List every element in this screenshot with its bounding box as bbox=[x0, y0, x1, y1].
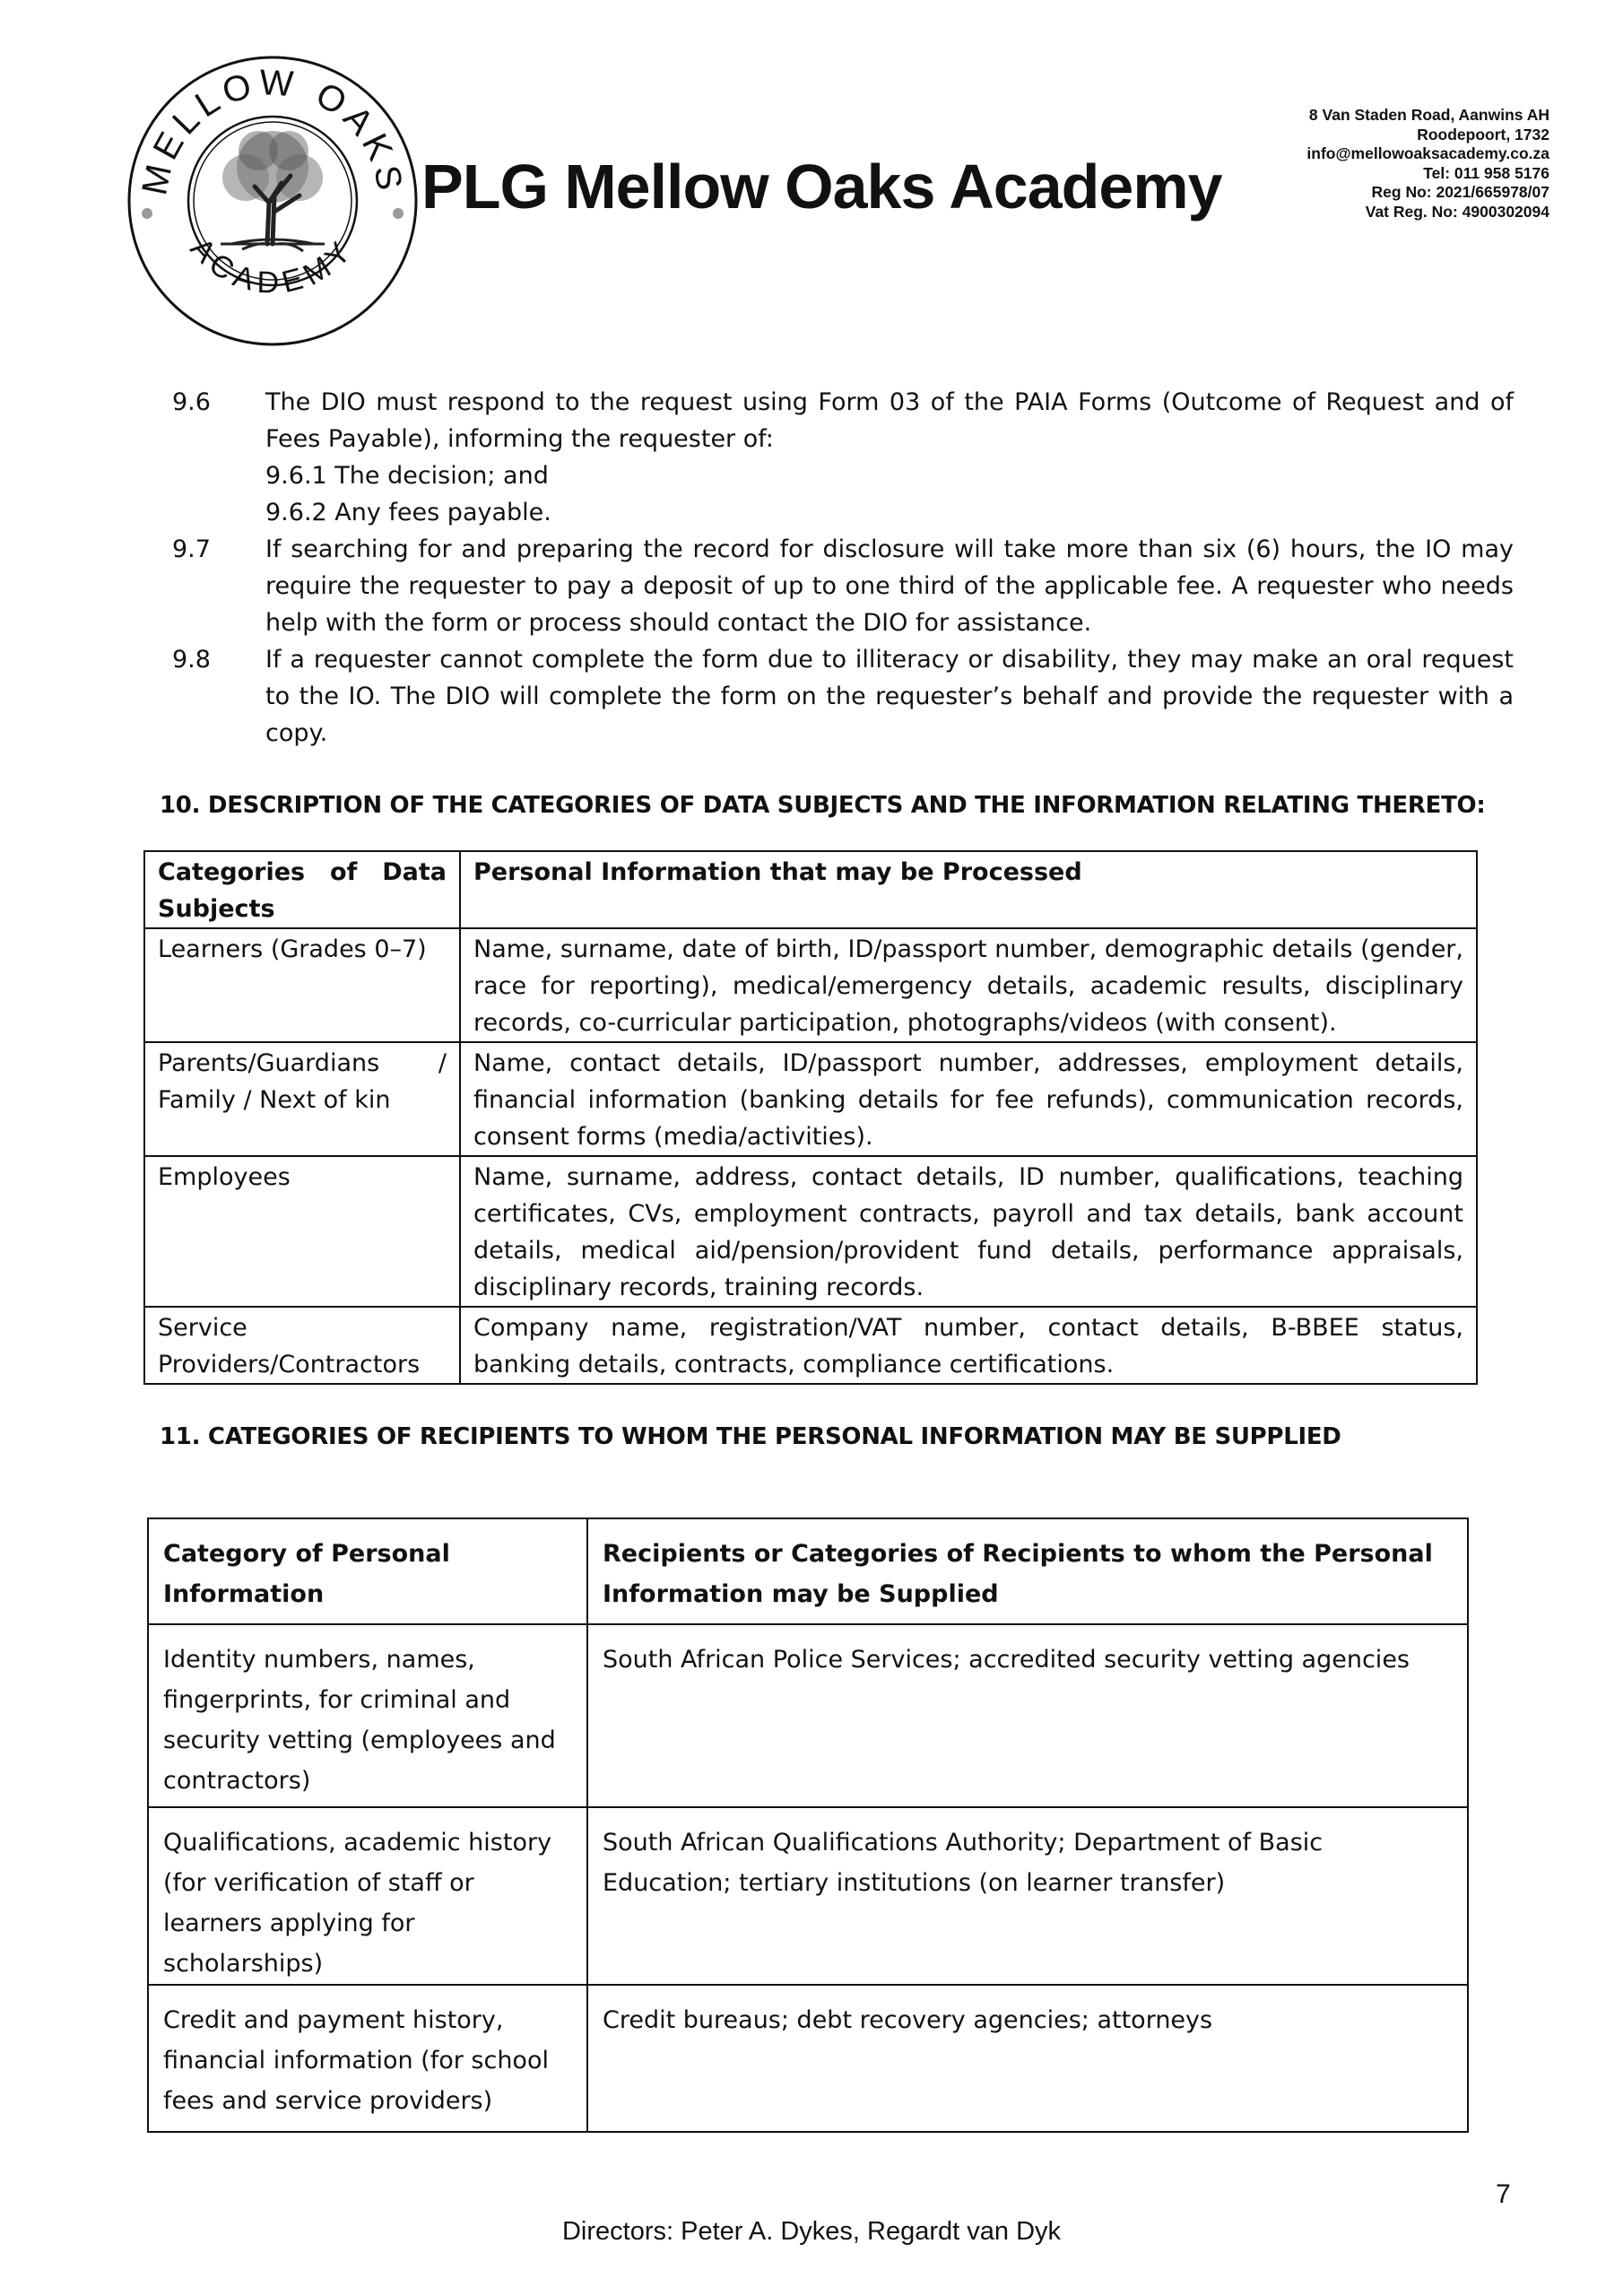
personal-information: Company name, registration/VAT number, contact details, B-BBEE status, banking details, contracts, compliance certifications. bbox=[460, 1307, 1477, 1384]
svg-text:ACADEMY: ACADEMY bbox=[183, 231, 362, 300]
contact-phone: Tel: 011 958 5176 bbox=[1423, 163, 1549, 182]
information-category: Credit and payment history, financial information (for school fees and service providers) bbox=[148, 1985, 587, 2132]
recipients-table bbox=[147, 1518, 1469, 2133]
table-row bbox=[144, 1156, 1477, 1307]
personal-information: Name, surname, address, contact details, ID number, qualifications, teaching certificates, CVs, employment contracts, payroll and tax details, bank account details, medical aid/pension/provident fund details, performance appraisals, disciplinary records, training records. bbox=[460, 1156, 1477, 1307]
contact-block bbox=[1306, 106, 1549, 222]
data-subject-category: Learners (Grades 0–7) bbox=[144, 928, 460, 1042]
information-category: Qualifications, academic history (for verification of staff or learners applying for scholarships) bbox=[148, 1807, 587, 1985]
contact-address-line-1: 8 Van Staden Road, Aanwins AH bbox=[1308, 106, 1549, 124]
clause-number: 9.7 bbox=[172, 535, 211, 563]
data-subject-category: Parents/Guardians / Family / Next of kin bbox=[144, 1042, 460, 1156]
data-subject-category: Service Providers/Contractors bbox=[144, 1307, 460, 1384]
registration-number: Reg No: 2021/665978/07 bbox=[1371, 183, 1549, 201]
column-header: Category of Personal Information bbox=[148, 1518, 587, 1624]
clause-number: 9.6 bbox=[172, 388, 211, 416]
contact-email[interactable]: info@mellowoaksacademy.co.za bbox=[1306, 144, 1549, 162]
recipients: Credit bureaus; debt recovery agencies; attorneys bbox=[587, 1985, 1468, 2132]
table-row bbox=[148, 1624, 1468, 1807]
recipients: South African Police Services; accredited security vetting agencies bbox=[587, 1624, 1468, 1807]
column-header: Personal Information that may be Processed bbox=[460, 851, 1477, 928]
section-10-heading: 10. DESCRIPTION OF THE CATEGORIES OF DATA SUBJECTS AND THE INFORMATION RELATING THERETO: bbox=[160, 792, 1486, 819]
data-subject-category: Employees bbox=[144, 1156, 460, 1307]
clause-9-7: If searching for and preparing the record for disclosure will take more than six (6) hours, the IO may require the requester to pay a deposit of up to one third of the applicable fee. A requester who needs help with the form or process should contact the DIO for assistance. bbox=[265, 535, 1514, 637]
table-row bbox=[144, 928, 1477, 1042]
section-11-heading: 11. CATEGORIES OF RECIPIENTS TO WHOM THE PERSONAL INFORMATION MAY BE SUPPLIED bbox=[160, 1423, 1341, 1450]
clause-9-6 bbox=[265, 384, 1514, 531]
sub-clause-9-6-1: 9.6.1 The decision; and bbox=[265, 462, 549, 490]
personal-information: Name, surname, date of birth, ID/passport number, demographic details (gender, race for reporting), medical/emergency details, academic results, disciplinary records, co-curricular participation, photographs/videos (with consent). bbox=[460, 928, 1477, 1042]
table-row bbox=[148, 1985, 1468, 2132]
table-row bbox=[144, 1307, 1477, 1384]
sub-clause-9-6-2: 9.6.2 Any fees payable. bbox=[265, 499, 551, 526]
column-header: Categories of Data Subjects bbox=[144, 851, 460, 928]
personal-information: Name, contact details, ID/passport number, addresses, employment details, financial information (banking details for fee refunds), communication records, consent forms (media/activities). bbox=[460, 1042, 1477, 1156]
vat-registration-number: Vat Reg. No: 4900302094 bbox=[1365, 202, 1549, 221]
column-header: Recipients or Categories of Recipients to whom the Personal Information may be Supplied bbox=[587, 1518, 1468, 1624]
contact-address-line-2: Roodepoort, 1732 bbox=[1417, 125, 1549, 144]
table-row bbox=[148, 1807, 1468, 1985]
svg-text:MELLOW OAKS: MELLOW OAKS bbox=[135, 63, 411, 199]
page-number: 7 bbox=[1496, 2179, 1511, 2209]
academy-name: PLG Mellow Oaks Academy bbox=[421, 152, 1222, 222]
academy-logo bbox=[124, 52, 421, 350]
clause-9-8: If a requester cannot complete the form due to illiteracy or disability, they may make an oral request to the IO. The DIO will complete the form on the requester’s behalf and provide the requester with a copy. bbox=[265, 646, 1514, 747]
information-category: Identity numbers, names, fingerprints, for criminal and security vetting (employees and contractors) bbox=[148, 1624, 587, 1807]
directors-footer: Directors: Peter A. Dykes, Regardt van Dyk bbox=[561, 2217, 1062, 2246]
table-header-row bbox=[144, 851, 1477, 928]
table-row bbox=[144, 1042, 1477, 1156]
clause-number: 9.8 bbox=[172, 646, 211, 674]
clause-text: The DIO must respond to the request using Form 03 of the PAIA Forms (Outcome of Request and of Fees Payable), informing the requester of: bbox=[265, 388, 1514, 453]
recipients: South African Qualifications Authority; Department of Basic Education; tertiary institutions (on learner transfer) bbox=[587, 1807, 1468, 1985]
data-subjects-table bbox=[143, 850, 1478, 1385]
table-header-row bbox=[148, 1518, 1468, 1624]
